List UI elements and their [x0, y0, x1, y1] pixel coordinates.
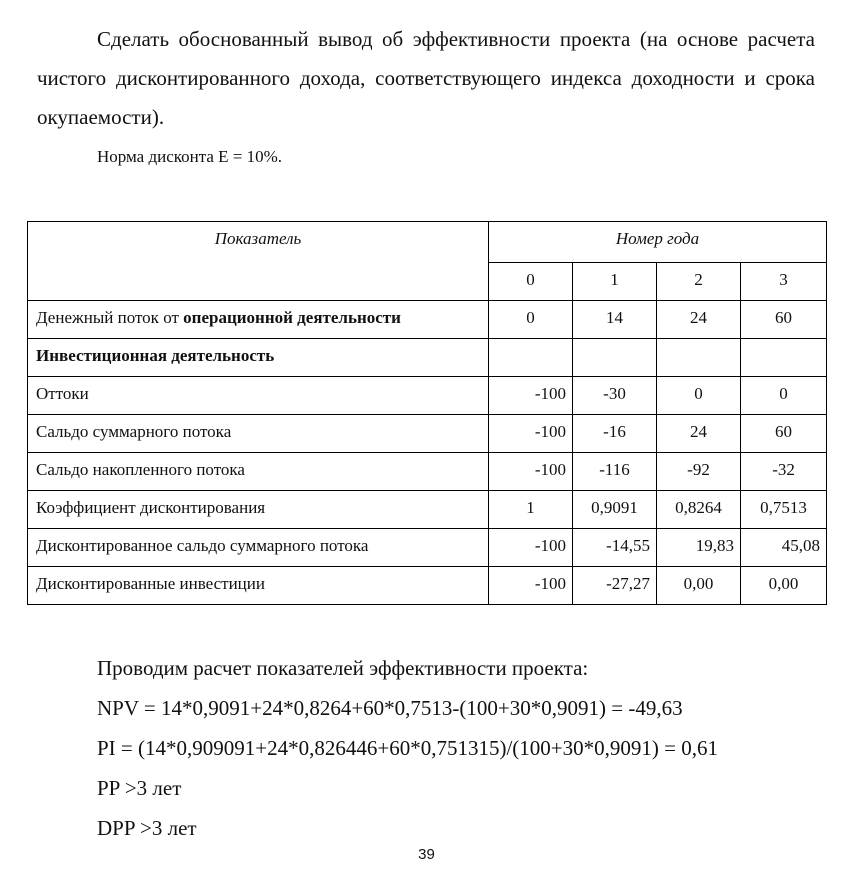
- year-cell: 1: [573, 263, 657, 301]
- year-cell: 2: [657, 263, 741, 301]
- value-cell: [657, 339, 741, 377]
- value-cell: -16: [573, 415, 657, 453]
- row-label: Сальдо суммарного потока: [28, 415, 489, 453]
- value-cell: [741, 339, 827, 377]
- row-label: Коэффициент дисконтирования: [28, 491, 489, 529]
- value-cell: -92: [657, 453, 741, 491]
- table-row: [28, 415, 827, 453]
- value-cell: 0,00: [657, 567, 741, 605]
- value-cell: 1: [489, 491, 573, 529]
- value-cell: 0: [657, 377, 741, 415]
- row-label: Денежный поток от операционной деятельности: [28, 301, 489, 339]
- table-row: [28, 339, 827, 377]
- year-cell: 3: [741, 263, 827, 301]
- task-paragraph: Сделать обоснованный вывод об эффективности проекта (на основе расчета чистого дисконтированного дохода, соответствующего индекса доходности и срока окупаемости).: [37, 27, 815, 129]
- results-intro: Проводим расчет показателей эффективности проекта:: [97, 656, 589, 680]
- value-cell: 14: [573, 301, 657, 339]
- pp-result: PP >3 лет: [97, 776, 182, 800]
- value-cell: [573, 339, 657, 377]
- value-cell: 0: [741, 377, 827, 415]
- table-row: [28, 529, 827, 567]
- value-cell: 0,7513: [741, 491, 827, 529]
- header-indicator: Показатель: [28, 222, 489, 301]
- value-cell: 60: [741, 415, 827, 453]
- row-label: Оттоки: [28, 377, 489, 415]
- value-cell: [489, 339, 573, 377]
- row-label: Инвестиционная деятельность: [28, 339, 489, 377]
- year-cell: 0: [489, 263, 573, 301]
- row-label: Дисконтированные инвестиции: [28, 567, 489, 605]
- value-cell: -100: [489, 567, 573, 605]
- value-cell: 0,9091: [573, 491, 657, 529]
- table-row: [28, 567, 827, 605]
- value-cell: 60: [741, 301, 827, 339]
- page-number: 39: [418, 846, 435, 863]
- table-row: [28, 301, 827, 339]
- value-cell: 0,00: [741, 567, 827, 605]
- value-cell: -32: [741, 453, 827, 491]
- value-cell: -30: [573, 377, 657, 415]
- table-row: [28, 453, 827, 491]
- header-year-number: Номер года: [489, 222, 827, 263]
- pi-formula: PI = (14*0,909091+24*0,826446+60*0,751315)/(100+30*0,9091) = 0,61: [97, 736, 718, 760]
- value-cell: 24: [657, 415, 741, 453]
- table-row: [28, 377, 827, 415]
- value-cell: -100: [489, 453, 573, 491]
- row-label: Дисконтированное сальдо суммарного потока: [28, 529, 489, 567]
- value-cell: -14,55: [573, 529, 657, 567]
- value-cell: 19,83: [657, 529, 741, 567]
- value-cell: 0,8264: [657, 491, 741, 529]
- value-cell: -100: [489, 415, 573, 453]
- row-label: Сальдо накопленного потока: [28, 453, 489, 491]
- table-row: [28, 491, 827, 529]
- value-cell: -100: [489, 529, 573, 567]
- value-cell: 45,08: [741, 529, 827, 567]
- npv-formula: NPV = 14*0,9091+24*0,8264+60*0,7513-(100+30*0,9091) = -49,63: [97, 696, 683, 720]
- value-cell: -100: [489, 377, 573, 415]
- value-cell: -116: [573, 453, 657, 491]
- table-header-row: [28, 222, 827, 263]
- results-block: [97, 648, 718, 848]
- cash-flow-table: [27, 221, 827, 605]
- value-cell: -27,27: [573, 567, 657, 605]
- discount-rate-note: Норма дисконта E = 10%.: [97, 147, 283, 166]
- value-cell: 0: [489, 301, 573, 339]
- value-cell: 24: [657, 301, 741, 339]
- dpp-result: DPP >3 лет: [97, 816, 197, 840]
